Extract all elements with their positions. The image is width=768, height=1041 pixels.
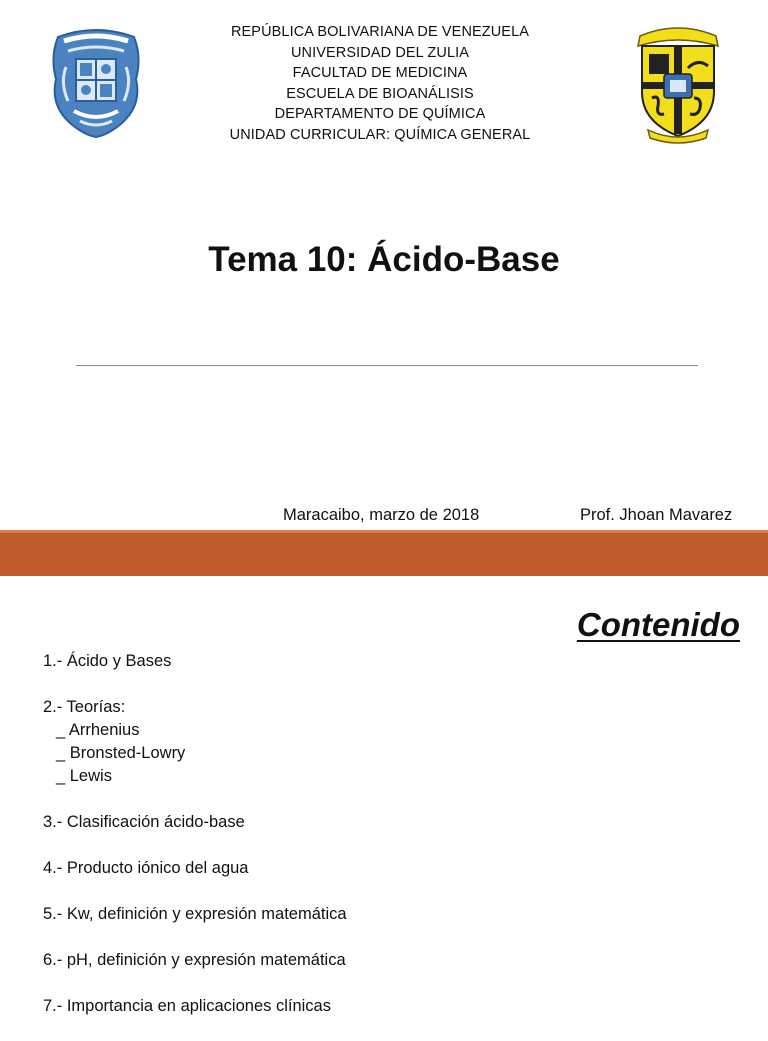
toc-item-label: 1.- Ácido y Bases [43, 652, 172, 670]
toc-subitem: _ Bronsted-Lowry [56, 744, 186, 762]
toc-subitem: _ Arrhenius [56, 721, 140, 739]
toc-item-label: 4.- Producto iónico del agua [43, 859, 249, 877]
title-divider [76, 365, 698, 366]
toc-item-label: 6.- pH, definición y expresión matemática [43, 951, 346, 969]
place-date: Maracaibo, marzo de 2018 [283, 506, 480, 524]
header-line: FACULTAD DE MEDICINA [292, 65, 468, 81]
toc-item [43, 857, 603, 880]
toc-item [43, 811, 603, 834]
institution-header [160, 22, 600, 145]
contents-page [0, 576, 768, 1024]
faculty-shield-icon [630, 22, 726, 144]
university-seal-icon [50, 27, 142, 139]
professor-name: Prof. Jhoan Mavarez [580, 506, 733, 524]
toc-item-label: 7.- Importancia en aplicaciones clínicas [43, 997, 331, 1015]
toc-item [43, 903, 603, 926]
page-separator [0, 530, 768, 576]
header-line: UNIDAD CURRICULAR: QUÍMICA GENERAL [229, 126, 531, 143]
header-line: UNIVERSIDAD DEL ZULIA [290, 44, 470, 61]
header-line: REPÚBLICA BOLIVARIANA DE VENEZUELA [230, 24, 530, 40]
toc-item [43, 949, 603, 972]
document-title: Tema 10: Ácido-Base [208, 240, 560, 279]
toc-item [43, 696, 603, 788]
toc-item-label: 2.- Teorías: [43, 698, 126, 716]
toc-item-label: 5.- Kw, definición y expresión matemática [43, 905, 347, 923]
toc-item [43, 995, 603, 1018]
toc-item [43, 650, 603, 673]
toc-item-label: 3.- Clasificación ácido-base [43, 813, 245, 831]
table-of-contents [43, 650, 603, 1041]
toc-subitem: _ Lewis [56, 767, 112, 785]
header-line: DEPARTAMENTO DE QUÍMICA [274, 106, 486, 122]
header-line: ESCUELA DE BIOANÁLISIS [286, 85, 474, 102]
contents-heading: Contenido [576, 606, 740, 643]
